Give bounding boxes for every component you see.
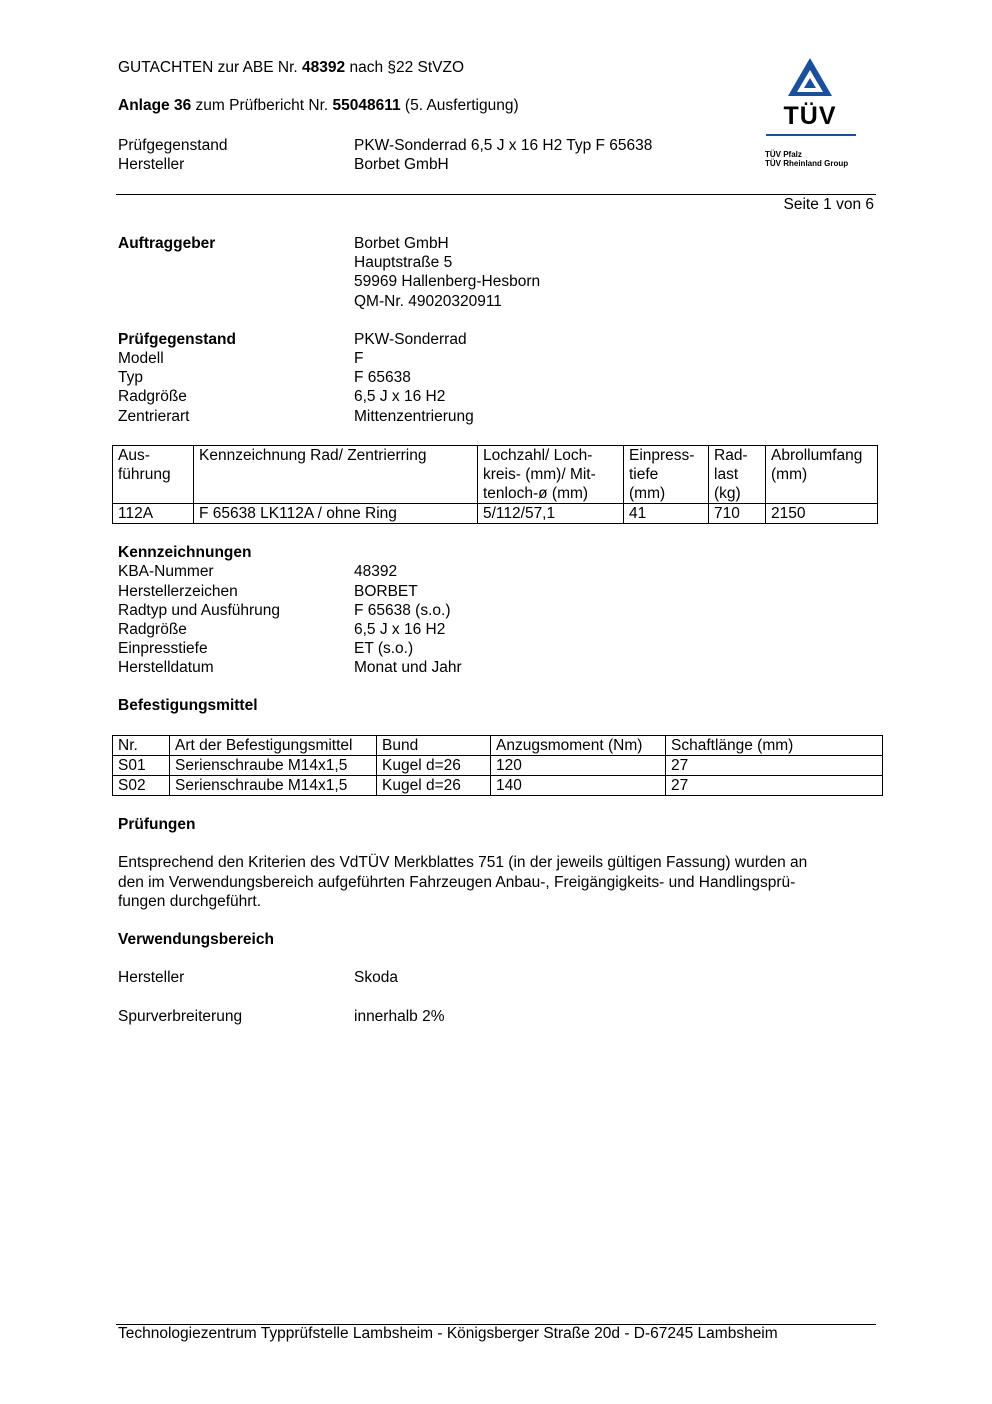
client-label: Auftraggeber <box>118 235 216 252</box>
fasteners-heading <box>118 696 878 716</box>
subject-value: F 65638 <box>354 369 411 386</box>
table-cell: F 65638 LK112A / ohne Ring <box>194 504 478 524</box>
table-header-cell: Anzugsmoment (Nm) <box>491 736 666 756</box>
table-header-cell: Art der Befestigungsmittel <box>170 736 377 756</box>
client-city: 59969 Hallenberg-Hesborn <box>354 273 541 290</box>
table-header-cell: Kennzeichnung Rad/ Zentrierring <box>194 446 478 504</box>
usage-heading <box>118 930 878 950</box>
table-cell: S02 <box>113 776 170 796</box>
tuv-logo-line1: TÜV Pfalz <box>765 150 802 159</box>
annex-line <box>118 97 519 115</box>
table-cell: 710 <box>709 504 766 524</box>
subject-label: Typ <box>118 369 143 386</box>
annex-number: Anlage 36 <box>118 97 192 114</box>
section-title: Befestigungsmittel <box>118 697 258 714</box>
subject-row <box>118 330 878 350</box>
marking-value: BORBET <box>354 583 418 600</box>
marking-label: Radgröße <box>118 621 187 638</box>
table-header-row <box>113 446 878 504</box>
subject-value: Mittenzentrierung <box>354 408 474 425</box>
marking-row <box>118 582 878 602</box>
subject-row <box>118 368 878 388</box>
marking-value: F 65638 (s.o.) <box>354 602 451 619</box>
header-label: Hersteller <box>118 156 185 173</box>
subject-value: 6,5 J x 16 H2 <box>354 388 446 405</box>
subject-label: Modell <box>118 350 164 367</box>
table-row <box>113 504 878 524</box>
header-label: Prüfgegenstand <box>118 137 228 154</box>
table-cell: 27 <box>666 776 883 796</box>
marking-label: Herstellerzeichen <box>118 583 238 600</box>
header-value: PKW-Sonderrad 6,5 J x 16 H2 Typ F 65638 <box>354 137 653 154</box>
table-cell: 112A <box>113 504 194 524</box>
markings-heading <box>118 543 878 563</box>
tuv-logo <box>760 56 860 176</box>
table-cell: 120 <box>491 756 666 776</box>
table-header-cell: Bund <box>377 736 491 756</box>
marking-label: KBA-Nummer <box>118 563 214 580</box>
client-name: Borbet GmbH <box>354 235 449 252</box>
section-title: Verwendungsbereich <box>118 931 274 948</box>
table-header-cell: Rad- last (kg) <box>709 446 766 504</box>
client-line <box>118 272 878 292</box>
table-header-cell: Aus- führung <box>113 446 194 504</box>
table-row <box>113 776 883 796</box>
marking-value: 48392 <box>354 563 398 580</box>
report-number: 55048611 <box>332 97 401 114</box>
table-cell: Serienschraube M14x1,5 <box>170 756 377 776</box>
table-header-cell: Nr. <box>113 736 170 756</box>
subject-row <box>118 407 878 427</box>
marking-label: Radtyp und Ausführung <box>118 602 281 619</box>
marking-row <box>118 639 878 659</box>
tuv-logo-word: TÜV <box>783 102 837 130</box>
tests-heading <box>118 815 878 835</box>
usage-label: Spurverbreiterung <box>118 1008 243 1025</box>
marking-label: Einpresstiefe <box>118 640 208 657</box>
marking-value: Monat und Jahr <box>354 659 462 676</box>
table-header-cell: Schaftlänge (mm) <box>666 736 883 756</box>
paragraph-line: fungen durchgeführt. <box>118 893 262 910</box>
paragraph-line: den im Verwendungsbereich aufgeführten Fahrzeugen Anbau-, Freigängigkeits- und Handlingsprü- <box>118 873 796 891</box>
paragraph-line: Entsprechend den Kriterien des VdTÜV Merkblattes 751 (in der jeweils gültigen Fassung) wurden an <box>118 854 808 871</box>
section-title: Prüfungen <box>118 816 196 833</box>
subject-row <box>118 349 878 369</box>
table-header-cell: Abrollumfang (mm) <box>766 446 878 504</box>
table-cell: Serienschraube M14x1,5 <box>170 776 377 796</box>
table-cell: Kugel d=26 <box>377 756 491 776</box>
table-header-cell: Lochzahl/ Loch- kreis- (mm)/ Mit- tenloch-ø (mm) <box>478 446 624 504</box>
subject-label: Prüfgegenstand <box>118 331 236 348</box>
client-qm: QM-Nr. 49020320911 <box>354 293 502 310</box>
usage-value: Skoda <box>354 969 398 986</box>
subject-value: F <box>354 350 364 367</box>
table-cell: 140 <box>491 776 666 796</box>
table-cell: Kugel d=26 <box>377 776 491 796</box>
client-line <box>118 253 878 273</box>
annex-mid: zum Prüfbericht Nr. <box>191 97 333 114</box>
client-line <box>118 292 878 312</box>
fastener-table <box>112 735 883 796</box>
marking-row <box>118 562 878 582</box>
table-header-row <box>113 736 883 756</box>
report-title-line <box>118 59 464 77</box>
table-cell: 2150 <box>766 504 878 524</box>
marking-label: Herstelldatum <box>118 659 214 676</box>
title-suffix: nach §22 StVZO <box>345 59 465 76</box>
table-cell: S01 <box>113 756 170 776</box>
usage-row <box>118 1007 878 1027</box>
marking-row <box>118 658 878 678</box>
table-row <box>113 756 883 776</box>
footer-address: Technologiezentrum Typprüfstelle Lambsheim - Königsberger Straße 20d - D-67245 Lambsheim <box>118 1325 778 1342</box>
client-street: Hauptstraße 5 <box>354 254 453 271</box>
marking-value: ET (s.o.) <box>354 640 414 657</box>
page-number: Seite 1 von 6 <box>783 196 874 213</box>
tuv-logo-line2: TÜV Rheinland Group <box>765 159 849 168</box>
table-header-cell: Einpress- tiefe (mm) <box>624 446 709 504</box>
subject-value: PKW-Sonderrad <box>354 331 467 348</box>
table-cell: 27 <box>666 756 883 776</box>
marking-row <box>118 601 878 621</box>
tests-paragraph <box>118 853 807 912</box>
usage-row <box>118 968 878 988</box>
marking-value: 6,5 J x 16 H2 <box>354 621 446 638</box>
usage-value: innerhalb 2% <box>354 1008 445 1025</box>
table-cell: 5/112/57,1 <box>478 504 624 524</box>
wheel-table <box>112 445 878 524</box>
header-divider <box>116 194 876 195</box>
marking-row <box>118 620 878 640</box>
header-value: Borbet GmbH <box>354 156 449 173</box>
annex-suffix: (5. Ausfertigung) <box>400 97 519 114</box>
subject-label: Zentrierart <box>118 408 190 425</box>
title-prefix: GUTACHTEN zur ABE Nr. <box>118 59 303 76</box>
client-line <box>118 234 878 254</box>
usage-label: Hersteller <box>118 969 185 986</box>
section-title: Kennzeichnungen <box>118 544 252 561</box>
table-cell: 41 <box>624 504 709 524</box>
abe-number: 48392 <box>302 59 346 76</box>
subject-label: Radgröße <box>118 388 187 405</box>
subject-row <box>118 387 878 407</box>
